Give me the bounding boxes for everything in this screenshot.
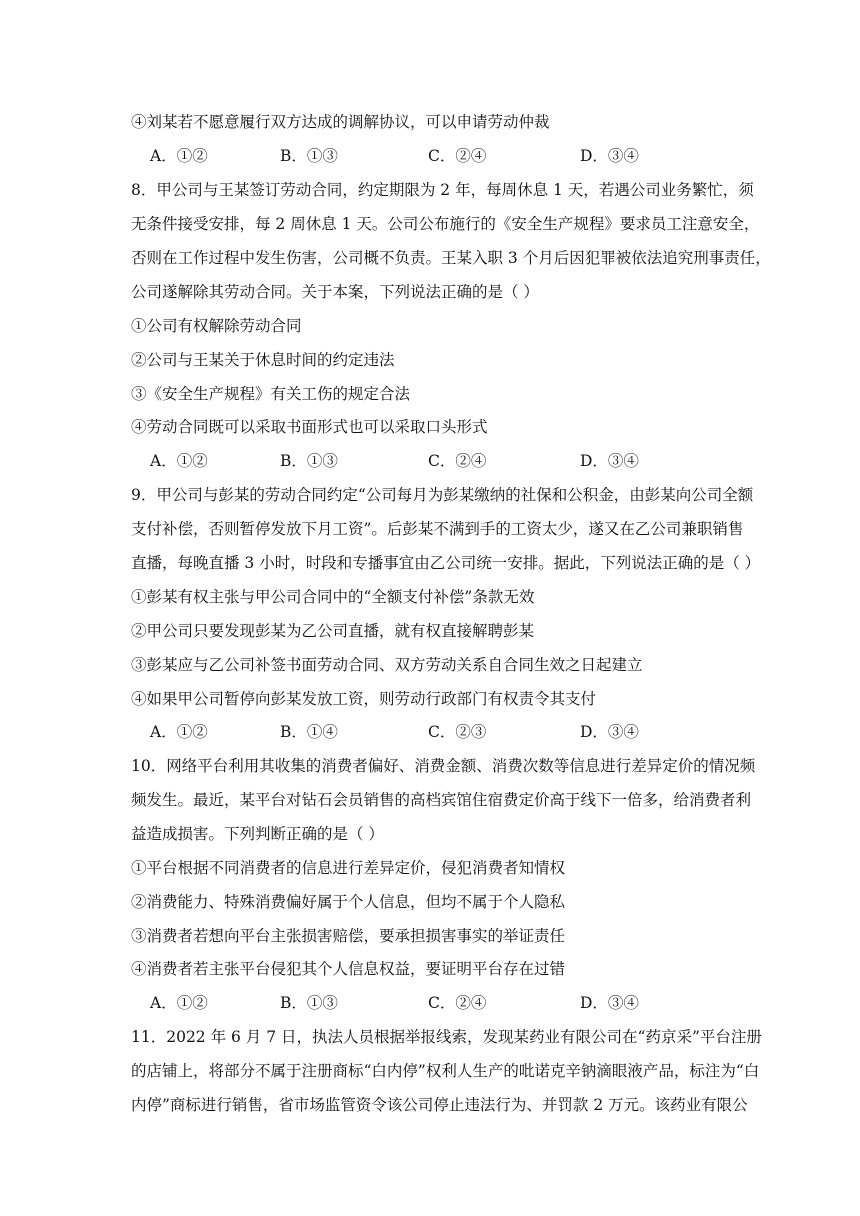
q9-statement-4: ④如果甲公司暂停向彭某发放工资，则劳动行政部门有权责令其支付 [131,690,597,708]
q8-statement-2: ②公司与王某关于休息时间的约定违法 [131,351,395,369]
q7-option-a[interactable]: A．①② [150,147,208,165]
q10-option-a[interactable]: A．①② [150,994,208,1012]
q9-option-a[interactable]: A．①② [150,723,208,741]
q7-option-b[interactable]: B．①③ [280,147,338,165]
q9-statement-1: ①彭某有权主张与甲公司合同中的“全额支付补偿”条款无效 [131,588,535,606]
q8-options [150,451,750,471]
q10-stem-line-1: 10．网络平台利用其收集的消费者偏好、消费金额、消费次数等信息进行差异定价的情况频 [131,757,756,775]
q9-stem-line-1: 9．甲公司与彭某的劳动合同约定“公司每月为彭某缴纳的社保和公积金，由彭某向公司全额 [131,486,754,504]
q9-option-d[interactable]: D．③④ [580,723,639,741]
q10-option-c[interactable]: C．②④ [428,994,487,1012]
q9-statement-3: ③彭某应与乙公司补签书面劳动合同、双方劳动关系自合同生效之日起建立 [131,656,643,674]
q7-statement-4: ④刘某若不愿意履行双方达成的调解协议，可以申请劳动仲裁 [131,113,550,131]
q11-stem-line-2: 的店铺上，将部分不属于注册商标“白内停”权利人生产的吡诺克辛钠滴眼液产品，标注为“白 [131,1062,760,1080]
q7-options [150,146,750,166]
q8-option-c[interactable]: C．②④ [428,452,487,470]
q8-stem-line-3: 否则在工作过程中发生伤害，公司概不负责。王某入职 3 个月后因犯罪被依法追究刑事责任， [131,249,771,267]
q8-option-b[interactable]: B．①③ [280,452,338,470]
q11-stem-line-3: 内停”商标进行销售，省市场监管资令该公司停止违法行为、并罚款 2 万元。该药业有限公 [131,1096,748,1114]
q8-stem-line-2: 无条件接受安排，每 2 周休息 1 天。公司公布施行的《安全生产规程》要求员工注意安全， [131,215,760,233]
q10-option-b[interactable]: B．①③ [280,994,338,1012]
q10-option-d[interactable]: D．③④ [580,994,639,1012]
q8-option-a[interactable]: A．①② [150,452,208,470]
q8-stem-line-1: 8．甲公司与王某签订劳动合同，约定期限为 2 年，每周休息 1 天，若遇公司业务繁忙，须 [131,181,754,199]
q10-statement-4: ④消费者若主张平台侵犯其个人信息权益，要证明平台存在过错 [131,960,566,978]
q10-statement-1: ①平台根据不同消费者的信息进行差异定价，侵犯消费者知情权 [131,859,566,877]
q9-option-c[interactable]: C．②③ [428,723,487,741]
q10-stem-line-2: 频发生。最近，某平台对钻石会员销售的高档宾馆住宿费定价高于线下一倍多，给消费者利 [131,791,752,809]
q9-option-b[interactable]: B．①④ [280,723,338,741]
q9-stem-line-2: 支付补偿，否则暂停发放下月工资”。后彭某不满到手的工资太少，遂又在乙公司兼职销售 [131,520,744,538]
q7-option-c[interactable]: C．②④ [428,147,487,165]
q10-stem-line-3: 益造成损害。下列判断正确的是（ ） [131,825,384,843]
q7-option-d[interactable]: D．③④ [580,147,639,165]
q10-statement-2: ②消费能力、特殊消费偏好属于个人信息，但均不属于个人隐私 [131,893,566,911]
q8-statement-1: ①公司有权解除劳动合同 [131,317,302,335]
q8-statement-3: ③《安全生产规程》有关工伤的规定合法 [131,385,411,403]
q10-statement-3: ③消费者若想向平台主张损害赔偿，要承担损害事实的举证责任 [131,927,566,945]
q9-stem-line-3: 直播，每晚直播 3 小时，时段和专播事宜由乙公司统一安排。据此，下列说法正确的是（ ） [131,554,761,572]
q9-options [150,722,750,742]
q10-options [150,993,750,1013]
q9-statement-2: ②甲公司只要发现彭某为乙公司直播，就有权直接解聘彭某 [131,622,535,640]
q8-option-d[interactable]: D．③④ [580,452,639,470]
q11-stem-line-1: 11．2022 年 6 月 7 日，执法人员根据举报线索，发现某药业有限公司在“药京采”平台注册 [131,1028,762,1046]
q8-statement-4: ④劳动合同既可以采取书面形式也可以采取口头形式 [131,418,488,436]
q8-stem-line-4: 公司遂解除其劳动合同。关于本案，下列说法正确的是（ ） [131,283,539,301]
